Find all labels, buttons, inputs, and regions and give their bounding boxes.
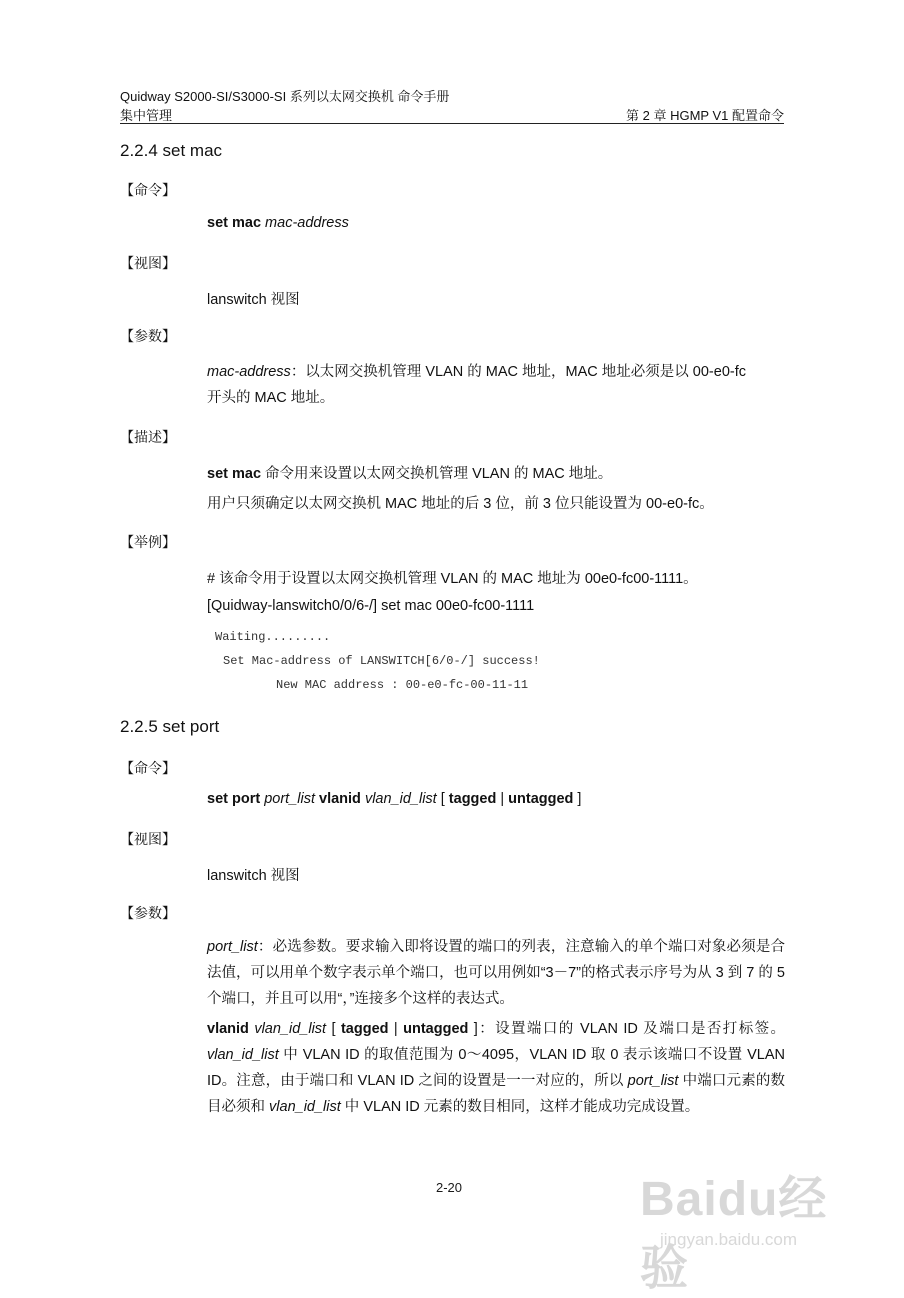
tag-desc: 【描述】 [120,429,176,445]
command-syntax-2: set port port_list vlanid vlan_id_list [ tagged | untagged ] [207,791,582,807]
section-title-225: 2.2.5 set port [120,717,220,736]
watermark-url: jingyan.baidu.com [660,1230,798,1249]
section-title-224: 2.2.4 set mac [120,141,223,160]
tag-param-2: 【参数】 [120,905,176,921]
example-command: [Quidway-lanswitch0/0/6-/] set mac 00e0-fc00-1111 [207,598,535,614]
tag-command-2: 【命令】 [120,760,176,776]
param-line-2: 开头的 MAC 地址。 [207,390,335,406]
page-number: 2-20 [436,1180,463,1195]
param-port-list: port_list：必选参数。要求输入即将设置的端口的列表，注意输入的单个端口对象必须是合法值，可以用单个数字表示单个端口，也可以用例如“3－7”的格式表示序号为从 3 到 7 的 5 个端口，并且可以用“，”连接多个这样的表达式。 [207,939,785,1007]
tag-param: 【参数】 [120,328,176,344]
example-comment: # 该命令用于设置以太网交换机管理 VLAN 的 MAC 地址为 00e0-fc00-1111。 [207,571,698,587]
view-text: lanswitch 视图 [207,292,300,308]
baidu-watermark [640,1150,870,1295]
tag-view: 【视图】 [120,255,176,271]
desc-line-1: set mac 命令用来设置以太网交换机管理 VLAN 的 MAC 地址。 [207,466,613,482]
header-title: Quidway S2000-SI/S3000-SI 系列以太网交换机 命令手册 [120,89,450,104]
header-section: 集中管理 [120,108,173,123]
view-text-2: lanswitch 视图 [207,868,300,884]
code-line-1: Waiting......... [215,630,331,644]
header-chapter: 第 2 章 HGMP V1 配置命令 [626,108,784,123]
tag-view-2: 【视图】 [120,831,176,847]
code-line-3: New MAC address : 00-e0-fc-00-11-11 [276,678,529,692]
tag-command: 【命令】 [120,182,176,198]
desc-line-2: 用户只须确定以太网交换机 MAC 地址的后 3 位，前 3 位只能设置为 00-e0-fc。 [207,496,714,512]
param-vlanid: vlanid vlan_id_list [ tagged | untagged ]：设置端口的 VLAN ID 及端口是否打标签。vlan_id_list 中 VLAN ID 的取值范围为 0～4095，VLAN ID 取 0 表示该端口不设置 VLAN ID。注意，由于端口和 VLAN ID 之间的设置是一一对应的，所以 port_list 中端口元素的数目必须和 vlan_id_list 中 VLAN ID 元素的数目相同，这样才能成功完成设置。 [207,1021,785,1115]
code-line-2: Set Mac-address of LANSWITCH[6/0-/] success! [223,654,540,668]
tag-example: 【举例】 [120,534,176,550]
watermark-logo: Baidu经验 [640,1173,828,1295]
param-line-1: mac-address：以太网交换机管理 VLAN 的 MAC 地址，MAC 地址必须是以 00-e0-fc [207,364,746,380]
header-rule [120,123,784,124]
command-syntax: set mac mac-address [207,215,349,231]
